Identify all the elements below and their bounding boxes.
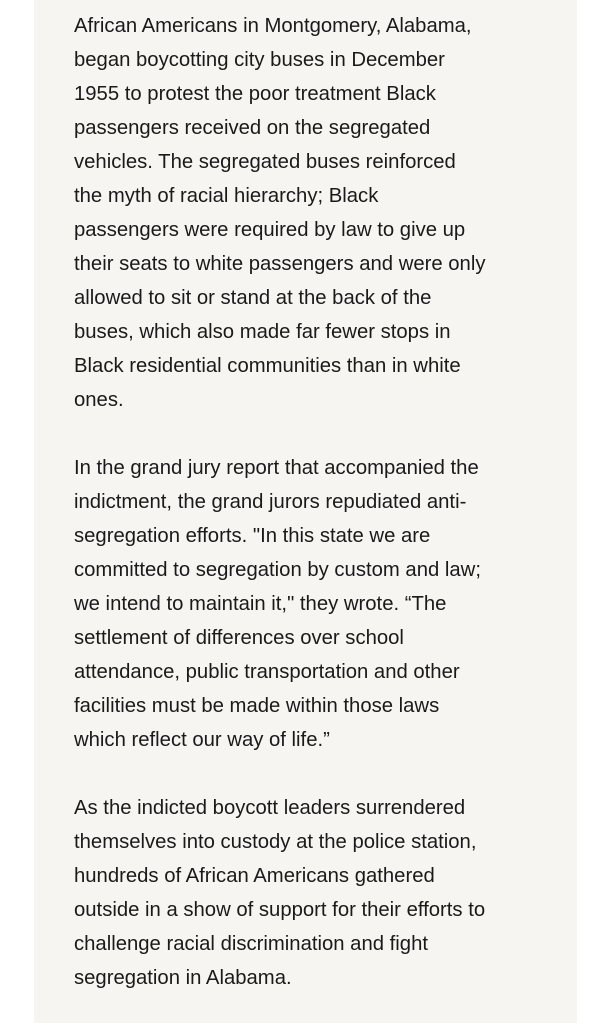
text-line: challenge racial discrimination and fight bbox=[74, 933, 428, 955]
text-line: hundreds of African Americans gathered bbox=[74, 865, 435, 887]
text-line: passengers were required by law to give up bbox=[74, 219, 466, 241]
text-line: buses, which also made far fewer stops in bbox=[74, 321, 451, 343]
text-line: segregation in Alabama. bbox=[74, 967, 292, 989]
text-line: ones. bbox=[74, 389, 124, 411]
text-line: African Americans in Montgomery, Alabama, bbox=[74, 15, 472, 37]
text-line: began boycotting city buses in December bbox=[74, 49, 445, 71]
article-paragraph bbox=[74, 451, 574, 757]
text-line: which reflect our way of life.” bbox=[74, 729, 330, 751]
article-paragraph bbox=[74, 791, 574, 995]
text-line: allowed to sit or stand at the back of the bbox=[74, 287, 432, 309]
text-line: we intend to maintain it," they wrote. “The bbox=[74, 593, 447, 615]
article-paragraph bbox=[74, 9, 574, 417]
text-line: As the indicted boycott leaders surrendered bbox=[74, 797, 466, 819]
article-body bbox=[74, 9, 574, 1029]
text-line: their seats to white passengers and were only bbox=[74, 253, 486, 275]
text-line: settlement of differences over school bbox=[74, 627, 404, 649]
article-card bbox=[34, 0, 577, 1023]
text-line: facilities must be made within those laws bbox=[74, 695, 440, 717]
text-line: themselves into custody at the police station, bbox=[74, 831, 477, 853]
text-line: committed to segregation by custom and law; bbox=[74, 559, 481, 581]
text-line: outside in a show of support for their efforts to bbox=[74, 899, 486, 921]
text-line: vehicles. The segregated buses reinforced bbox=[74, 151, 456, 173]
text-line: attendance, public transportation and other bbox=[74, 661, 460, 683]
text-line: indictment, the grand jurors repudiated anti- bbox=[74, 491, 467, 513]
text-line: segregation efforts. "In this state we are bbox=[74, 525, 431, 547]
text-line: the myth of racial hierarchy; Black bbox=[74, 185, 379, 207]
text-line: Black residential communities than in white bbox=[74, 355, 461, 377]
text-line: 1955 to protest the poor treatment Black bbox=[74, 83, 436, 105]
text-line: In the grand jury report that accompanied the bbox=[74, 457, 479, 479]
text-line: passengers received on the segregated bbox=[74, 117, 431, 139]
